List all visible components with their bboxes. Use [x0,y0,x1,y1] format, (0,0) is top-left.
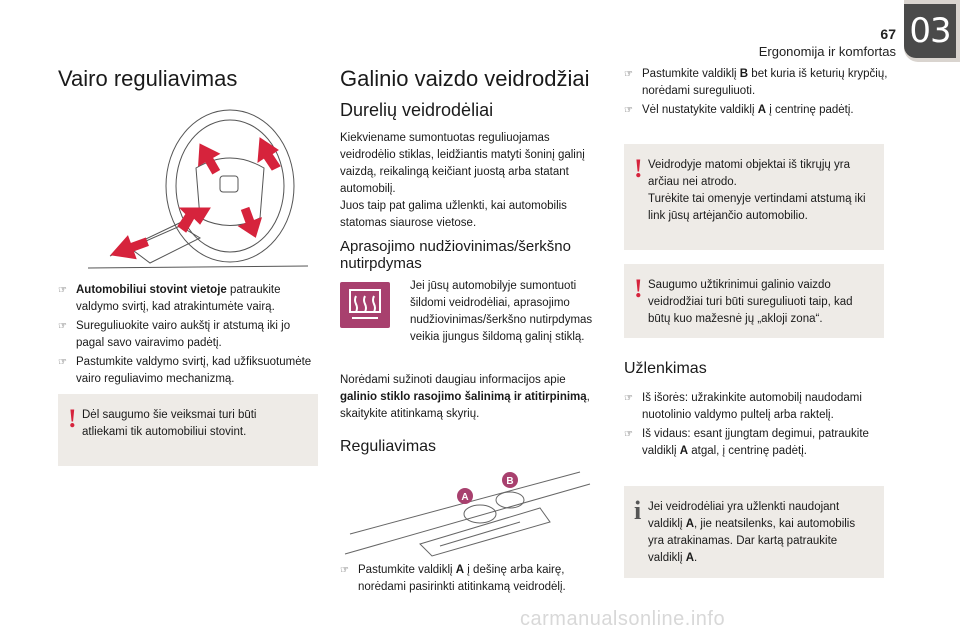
list-item: ☞ Pastumkite valdymo svirtį, kad užfiksuotumėte vairo reguliavimo mechanizmą. [58,356,312,385]
warning-text: Veidrodyje matomi objektai iš tikrųjų yra arčiau nei atrodo. Turėkite tai omenyje vertindami atstumą iki link jūsų artėjančio automobilio. [648,159,866,222]
bullet-arrow-icon: ☞ [340,565,349,576]
adjust-heading: Reguliavimas [340,438,437,455]
list-item: ☞ Iš vidaus: esant įjungtam degimui, patraukite valdiklį A atgal, į centrinę padėtį. [624,428,869,457]
svg-text:B: B [506,476,514,487]
list-item: ☞ Automobiliui stovint vietoje patraukite valdymo svirtį, kad atrakintumėte vairą. [58,284,281,313]
bullet-arrow-icon: ☞ [58,357,67,368]
warning-icon: ! [634,154,643,183]
list-item: ☞ Pastumkite valdiklį B bet kuria iš keturių krypčių, norėdami sureguliuoti. [624,68,888,97]
chapter-tab-number: 03 [904,4,956,58]
bullet-arrow-icon: ☞ [58,321,67,332]
watermark: carmanualsonline.info [520,608,726,630]
rear-defrost-icon [340,282,390,328]
warning-text: Saugumo užtikrinimui galinio vaizdo veidrodžiai turi būti sureguliuoti taip, kad būtų kuo mažesnė jų „akloji zona“. [648,279,853,325]
warning-box-steering [58,394,318,466]
label-a [457,488,473,504]
warning-icon: ! [634,274,643,303]
svg-text:A: A [461,492,469,503]
bullet-arrow-icon: ☞ [624,393,633,404]
bullet-arrow-icon: ☞ [624,105,633,116]
bullet-arrow-icon: ☞ [58,285,67,296]
section-title-mirrors: Galinio vaizdo veidrodžiai [340,66,590,91]
mirror-control-illustration [340,464,600,558]
chapter-title: Ergonomija ir komfortas [758,44,896,59]
label-b [502,472,518,488]
defrost-text: Jei jūsų automobilyje sumontuoti šildomi veidrodėliai, aprasojimo nudžiovinimas/šerkšno nutirpdymas veikia įjungus šildomą galinį stiklą. [410,280,593,343]
door-mirrors-intro: Kiekviename sumontuotas reguliuojamas veidrodėlio stiklas, leidžiantis matyti šoninį galinį vaizdą, reikalingą keičiant juostą arba statant automobilį. Juos taip pat galima užlenkti, kai automobilis statomas siaurose vietose. [340,132,585,229]
warning-box-distance [624,144,884,250]
more-info-text: Norėdami sužinoti daugiau informacijos apie galinio stiklo rasojimo šalinimą ir atitirpinimą, skaitykite atitinkamą skyrių. [340,374,590,420]
list-item: ☞ Iš išorės: užrakinkite automobilį naudodami nuotolinio valdymo pultelį arba raktelį. [624,392,862,421]
list-item: ☞ Vėl nustatykite valdiklį A į centrinę padėtį. [624,102,894,119]
section-title-steering: Vairo reguliavimas [58,66,238,91]
info-box-folding [624,486,884,578]
adjust-steps-list-cont [624,66,894,121]
bullet-arrow-icon: ☞ [624,69,633,80]
info-icon: i [634,496,642,525]
list-item: ☞ Pastumkite valdiklį A į dešinę arba kairę, norėdami pasirinkti atitinkamą veidrodėlį. [340,564,566,593]
bullet-arrow-icon: ☞ [624,429,633,440]
warning-text: Dėl saugumo šie veiksmai turi būti atliekami tik automobiliui stovint. [82,409,257,438]
folding-steps-list [624,390,894,462]
rear-defrost-glyph [340,282,390,328]
steering-wheel-illustration [70,98,320,278]
page-number: 67 [880,26,896,42]
warning-icon: ! [68,404,77,433]
folding-heading: Užlenkimas [624,360,707,377]
info-text: Jei veidrodėliai yra užlenkti naudojant valdiklį A, jie neatsilenks, kai automobilis yra atrakinamas. Dar kartą patraukite valdiklį A. [648,501,856,564]
list-item: ☞ Sureguliuokite vairo aukštį ir atstumą iki jo pagal savo vairavimo padėtį. [58,320,291,349]
subsection-title-door-mirrors: Durelių veidrodėliai [340,100,494,120]
adjust-steps-list [340,562,600,598]
warning-box-blindspot [624,264,884,338]
defrost-heading: Aprasojimo nudžiovinimas/šerkšno nutirpdymas [340,238,571,272]
steering-steps-list [58,282,318,390]
